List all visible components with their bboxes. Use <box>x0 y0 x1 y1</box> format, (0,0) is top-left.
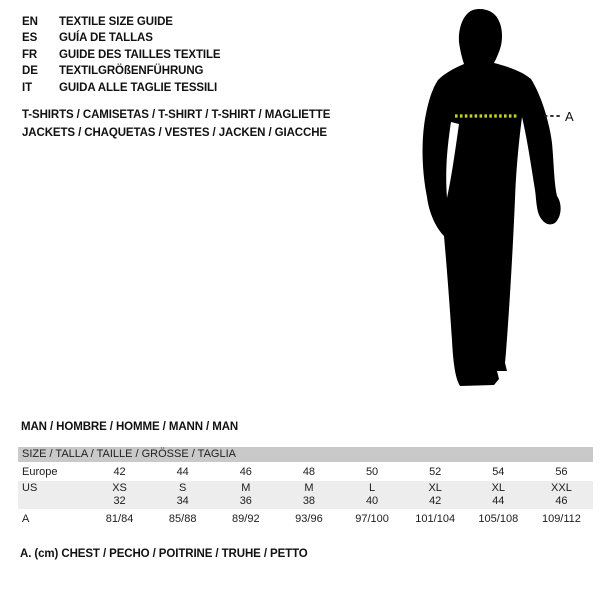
language-label: GUIDA ALLE TAGLIE TESSILI <box>59 81 218 94</box>
size-cell: 46 <box>555 495 568 507</box>
category-line-tshirts: T-SHIRTS / CAMISETAS / T-SHIRT / T-SHIRT / MAGLIETTE <box>22 109 331 121</box>
size-cell: 44 <box>176 465 189 478</box>
us-letter-sizes <box>18 482 593 495</box>
row-label: Europe <box>22 465 58 478</box>
size-cell: S <box>179 482 187 494</box>
size-cell: 34 <box>176 495 189 507</box>
size-cell: 105/108 <box>478 513 519 525</box>
size-table <box>18 447 593 529</box>
language-code: ES <box>22 32 38 45</box>
language-code: EN <box>22 16 38 28</box>
size-cell: 52 <box>429 465 442 478</box>
size-cell: M <box>304 482 314 494</box>
size-cell: L <box>369 482 376 494</box>
size-table-row-a <box>18 509 593 529</box>
language-label: TEXTILE SIZE GUIDE <box>59 16 173 28</box>
measure-label-a: A <box>565 109 574 124</box>
size-cell: 38 <box>302 495 316 507</box>
size-cell: M <box>241 482 251 494</box>
size-cell: 44 <box>492 495 505 507</box>
size-cell: 101/104 <box>415 513 456 525</box>
size-cell: 89/92 <box>232 513 260 525</box>
size-cell: 48 <box>302 465 316 478</box>
size-cell: 42 <box>429 495 442 507</box>
size-table-row-us <box>18 481 593 509</box>
size-cell: XL <box>491 482 506 494</box>
size-cell: 56 <box>555 465 568 478</box>
language-code: IT <box>22 81 33 94</box>
size-cell: 40 <box>365 495 379 507</box>
measure-footnote: A. (cm) CHEST / PECHO / POITRINE / TRUHE / PETTO <box>20 548 308 560</box>
size-cell: 85/88 <box>168 513 197 525</box>
size-table-row-europe <box>18 462 593 481</box>
size-cell: 42 <box>113 465 126 478</box>
language-code: FR <box>22 48 38 61</box>
category-line-jackets: JACKETS / CHAQUETAS / VESTES / JACKEN / GIACCHE <box>22 126 327 139</box>
size-cell: 32 <box>113 495 126 507</box>
section-title: MAN / HOMBRE / HOMME / MANN / MAN <box>21 421 239 433</box>
language-label: GUÍA DE TALLAS <box>59 32 153 45</box>
size-cell: 46 <box>239 465 252 478</box>
size-cell: 81/84 <box>105 513 134 525</box>
size-cell: 93/96 <box>295 513 323 525</box>
size-cell: 54 <box>492 465 505 478</box>
size-cell: XS <box>112 482 127 494</box>
size-cell: 50 <box>365 465 379 478</box>
size-cell: 36 <box>239 495 252 507</box>
size-cell: XXL <box>551 482 572 494</box>
size-cell: XL <box>428 482 442 494</box>
language-code: DE <box>22 65 38 78</box>
row-label: US <box>22 482 38 494</box>
size-cell: 97/100 <box>355 513 389 525</box>
size-table-header: SIZE / TALLA / TAILLE / GRÖSSE / TAGLIA <box>18 447 593 462</box>
language-label: GUIDE DES TAILLES TEXTILE <box>59 48 221 61</box>
size-cell: 109/112 <box>541 513 581 525</box>
language-label: TEXTILGRÖßENFÜHRUNG <box>59 65 204 78</box>
man-silhouette <box>423 9 561 386</box>
row-label: A <box>22 513 30 525</box>
us-numeric-sizes <box>18 495 593 508</box>
